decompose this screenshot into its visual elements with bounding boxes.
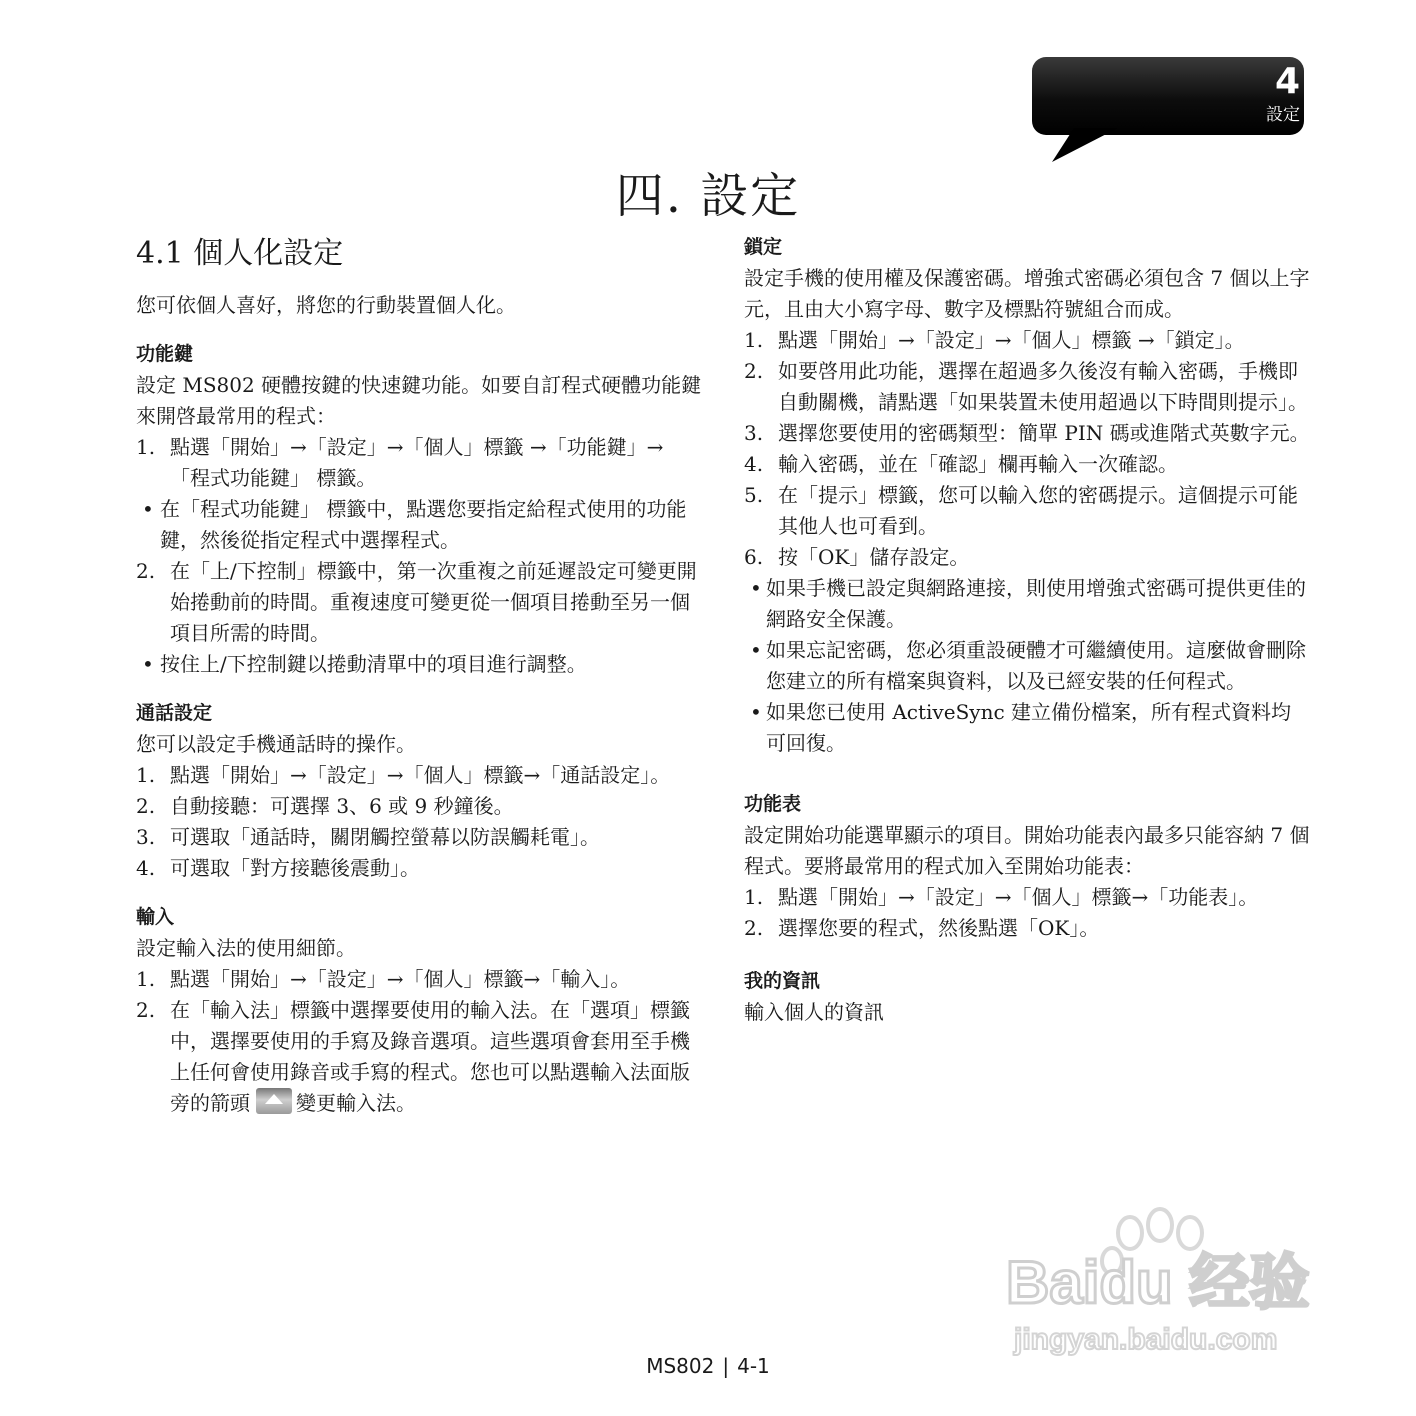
list-number: 1.	[136, 435, 156, 459]
chapter-tab-label: 設定	[1266, 105, 1300, 125]
list-number: 4.	[136, 856, 156, 880]
chapter-tab-tail	[1052, 128, 1132, 162]
left-column	[136, 232, 702, 1119]
list-item	[136, 853, 702, 884]
function-keys-heading: 功能鍵	[136, 343, 194, 365]
list-number: 2.	[136, 998, 156, 1022]
list-number: 2.	[744, 916, 764, 940]
list-item	[744, 449, 1310, 480]
list-number: 6.	[744, 545, 764, 569]
list-item	[744, 418, 1310, 449]
list-item	[744, 882, 1310, 913]
bullet-dot: •	[750, 638, 762, 662]
list-item	[136, 432, 702, 494]
list-text: 點選「開始」→「設定」→「個人」標籤→「通話設定」。	[170, 763, 671, 787]
bullet-item	[744, 635, 1310, 697]
footer-model: MS802	[646, 1354, 715, 1378]
list-text: 按「OK」儲存設定。	[778, 545, 970, 569]
list-number: 1.	[744, 885, 764, 909]
footer-page-number: 4-1	[737, 1354, 770, 1378]
list-text: 可選取「通話時，關閉觸控螢幕以防誤觸耗電」。	[170, 825, 600, 849]
list-number: 3.	[136, 825, 156, 849]
list-text-continued: 變更輸入法。	[296, 1091, 416, 1115]
list-number: 2.	[744, 359, 764, 383]
list-item	[136, 556, 702, 649]
list-item	[136, 995, 702, 1119]
section-title: 4.1 個人化設定	[136, 236, 344, 271]
owner-info-desc: 輸入個人的資訊	[744, 1000, 884, 1024]
baidu-jingyan-watermark	[1000, 1205, 1336, 1365]
list-item	[744, 325, 1310, 356]
bullet-text: 按住上/下控制鍵以捲動清單中的項目進行調整。	[160, 652, 587, 676]
call-settings-desc: 您可以設定手機通話時的操作。	[136, 732, 416, 756]
bullet-text: 如果您已使用 ActiveSync 建立備份檔案，所有程式資料均可回復。	[766, 700, 1292, 755]
watermark-url: jingyan.baidu.com	[1014, 1323, 1278, 1356]
list-number: 1.	[744, 328, 764, 352]
list-item	[744, 356, 1310, 418]
list-text: 點選「開始」→「設定」→「個人」標籤 →「功能鍵」→「程式功能鍵」 標籤。	[170, 435, 664, 490]
bullet-dot: •	[750, 576, 762, 600]
bullet-item	[744, 697, 1310, 759]
bullet-text: 如果忘記密碼，您必須重設硬體才可繼續使用。這麼做會刪除您建立的所有檔案與資料，以及已經安裝的任何程式。	[766, 638, 1306, 693]
function-keys-desc: 設定 MS802 硬體按鍵的快速鍵功能。如要自訂程式硬體功能鍵來開啓最常用的程式：	[136, 373, 702, 428]
chapter-number: 4	[1274, 61, 1300, 102]
bullet-dot: •	[142, 497, 154, 521]
page-footer	[0, 1352, 1416, 1380]
menus-heading: 功能表	[744, 793, 802, 815]
list-text: 在「提示」標籤，您可以輸入您的密碼提示。這個提示可能其他人也可看到。	[778, 483, 1298, 538]
list-item	[136, 791, 702, 822]
bullet-item	[136, 649, 702, 680]
input-panel-arrow-icon	[256, 1088, 292, 1114]
owner-info-heading: 我的資訊	[744, 970, 821, 992]
list-number: 2.	[136, 559, 156, 583]
bullet-item	[136, 494, 702, 556]
right-column	[744, 232, 1310, 1028]
footer-separator: |	[722, 1354, 730, 1378]
list-item	[136, 822, 702, 853]
list-number: 3.	[744, 421, 764, 445]
bullet-dot: •	[750, 700, 762, 724]
lock-desc: 設定手機的使用權及保護密碼。增強式密碼必須包含 7 個以上字元，且由大小寫字母、數字及標點符號組合而成。	[744, 266, 1310, 321]
list-number: 1.	[136, 763, 156, 787]
bullet-item	[744, 573, 1310, 635]
bullet-dot: •	[142, 652, 154, 676]
list-number: 1.	[136, 967, 156, 991]
input-heading: 輸入	[136, 906, 175, 928]
list-text: 選擇您要使用的密碼類型：簡單 PIN 碼或進階式英數字元。	[778, 421, 1310, 445]
list-text: 如要啓用此功能，選擇在超過多久後沒有輸入密碼，手機即自動關機，請點選「如果裝置未使用超過以下時間則提示」。	[778, 359, 1308, 414]
list-text: 在「上/下控制」標籤中，第一次重複之前延遲設定可變更開始捲動前的時間。重複速度可變更從一個項目捲動至另一個項目所需的時間。	[170, 559, 697, 645]
list-text: 輸入密碼，並在「確認」欄再輸入一次確認。	[778, 452, 1178, 476]
call-settings-heading: 通話設定	[136, 702, 213, 724]
list-item	[744, 913, 1310, 944]
list-item	[136, 964, 702, 995]
chapter-title: 四. 設定	[615, 168, 801, 224]
list-number: 5.	[744, 483, 764, 507]
list-number: 4.	[744, 452, 764, 476]
bullet-text: 如果手機已設定與網路連接，則使用增強式密碼可提供更佳的網路安全保護。	[766, 576, 1306, 631]
menus-desc: 設定開始功能選單顯示的項目。開始功能表內最多只能容納 7 個程式。要將最常用的程式加入至開始功能表：	[744, 823, 1310, 878]
list-text: 自動接聽：可選擇 3、6 或 9 秒鐘後。	[170, 794, 514, 818]
bullet-text: 在「程式功能鍵」 標籤中，點選您要指定給程式使用的功能鍵，然後從指定程式中選擇程式。	[160, 497, 687, 552]
section-intro: 您可依個人喜好，將您的行動裝置個人化。	[136, 293, 516, 317]
list-text: 可選取「對方接聽後震動」。	[170, 856, 420, 880]
lock-heading: 鎖定	[744, 236, 783, 258]
list-text: 在「輸入法」標籤中選擇要使用的輸入法。在「選項」標籤中，選擇要使用的手寫及錄音選項。這些選項會套用至手機上任何會使用錄音或手寫的程式。您也可以點選輸入法面版旁的箭頭	[170, 998, 690, 1115]
list-text: 點選「開始」→「設定」→「個人」標籤→「功能表」。	[778, 885, 1259, 909]
list-text: 選擇您要的程式，然後點選「OK」。	[778, 916, 1100, 940]
list-text: 點選「開始」→「設定」→「個人」標籤 →「鎖定」。	[778, 328, 1245, 352]
list-item	[744, 480, 1310, 542]
list-number: 2.	[136, 794, 156, 818]
input-desc: 設定輸入法的使用細節。	[136, 936, 356, 960]
watermark-brand: Baidu 经验	[1006, 1249, 1310, 1316]
list-item	[744, 542, 1310, 573]
list-text: 點選「開始」→「設定」→「個人」標籤→「輸入」。	[170, 967, 631, 991]
list-item	[136, 760, 702, 791]
